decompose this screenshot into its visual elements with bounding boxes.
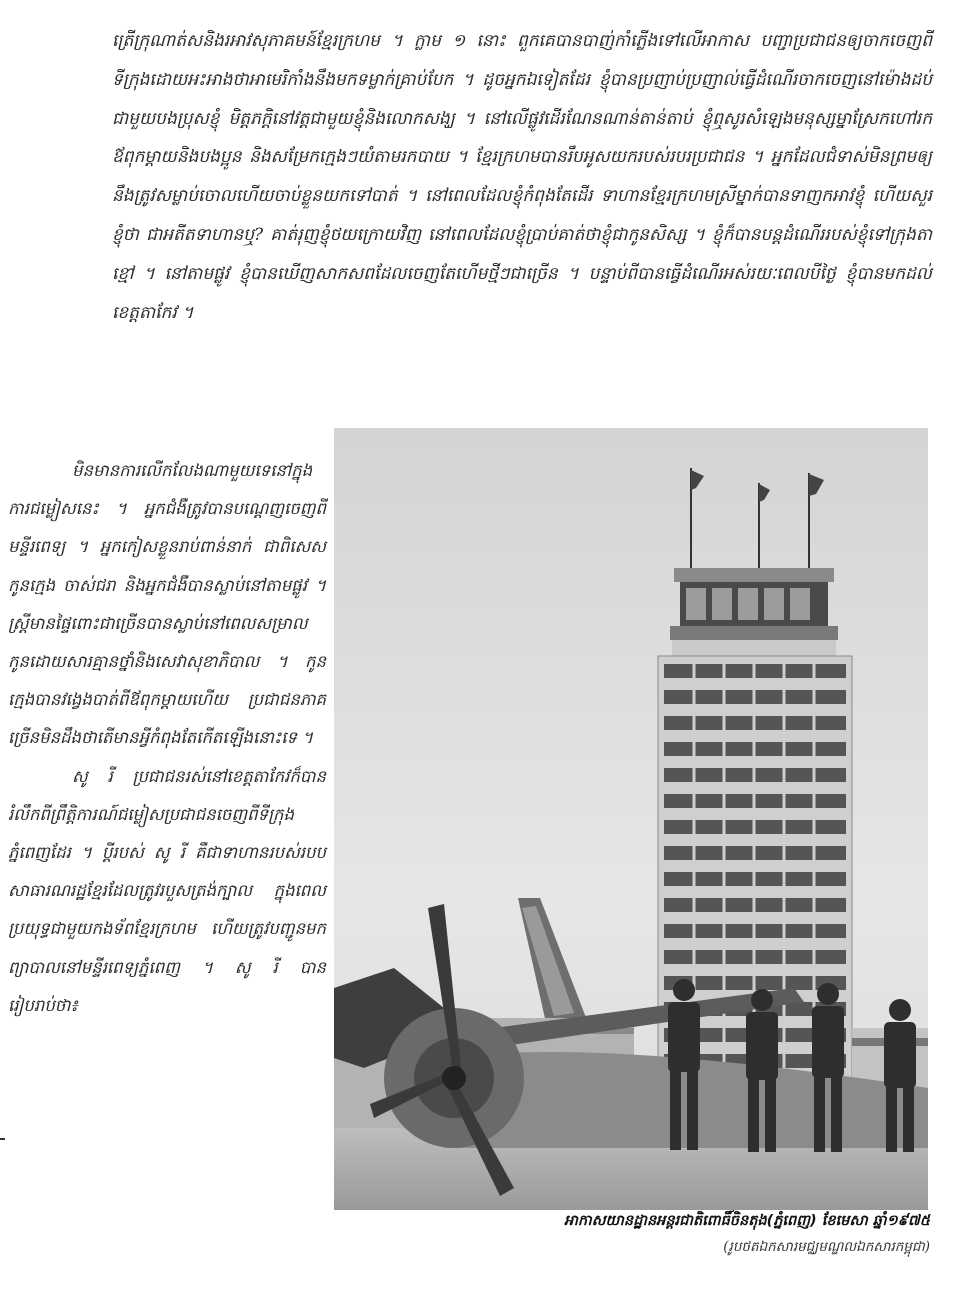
left-paragraph-1: មិនមានការលើកលែងណាមួយទេនៅក្នុងការជម្លៀសនេះ ។ អ្នកជំងឺត្រូវបានបណ្តេញចេញពីមន្ទីរពេទ្យ ។ អ្នកកៀសខ្លួនរាប់ពាន់នាក់ ជាពិសេសកូនក្មេង ចាស់ជរា និងអ្នកជំងឺបានស្លាប់នៅតាមផ្លូវ ។ ស្ត្រីមានផ្ទៃពោះជាច្រើនបានស្លាប់នៅពេលសម្រាលកូនដោយសារគ្មានថ្នាំនិងសេវាសុខាភិបាល ។ កូនក្មេងបានវង្វេងបាត់ពីឪពុកម្តាយហើយ ប្រជាជនភាគច្រើនមិនដឹងថាតើមានអ្វីកំពុងតែកើតឡើងនោះទេ ។ bbox=[8, 461, 326, 748]
photo-caption: អាកាសយានដ្ឋានអន្តរជាតិពោធិ៍ចិនតុង(ភ្នំពេញ) ខែមេសា ឆ្នាំ១៩៧៥ bbox=[564, 1213, 930, 1229]
airport-photo bbox=[334, 428, 928, 1210]
top-paragraph: ត្រើក្រុណាត់សនិងរអាវសុភាគមន៍ខ្មែរក្រហម ។ ក្លាម ១ នោះ ពួកគេបានបាញ់កាំភ្លើងទៅលើអាកាស បញ្ជាប្រជាជនឲ្យចាកចេញពីទីក្រុងដោយអះអាងថាអាមេរិកាំងនឹងមកទម្លាក់គ្រាប់បែក ។ ដូចអ្នកឯទៀតដែរ ខ្ញុំបានប្រញាប់ប្រញាល់ធ្វើដំណើរចាកចេញនៅម៉ោងដប់ជាមួយបងប្រុសខ្ញុំ មិត្តភក្តិនៅវត្តជាមួយខ្ញុំនិងលោកសង្ឃ ។ នៅលើផ្លូវដើរណែនណាន់តាន់តាប់ ខ្ញុំឮសូរសំឡេងមនុស្សម្នាស្រែកហៅរកឪពុកម្តាយនិងបងប្អូន និងសម្រែកក្មេងៗយំតាមរកបាយ ។ ខ្មែរក្រហមបានរឹបអូសយករបស់របរប្រជាជន ។ អ្នកដែលជំទាស់មិនព្រមឲ្យ នឹងត្រូវសម្លាប់ចោលហើយចាប់ខ្លួនយកទៅបាត់ ។ នៅពេលដែលខ្ញុំកំពុងតែដើរ ទាហានខ្មែរក្រហមស្រីម្នាក់បានទាញកអាវខ្ញុំ ហើយសួរខ្ញុំថា ជាអតីតទាហានឬ? គាត់រុញខ្ញុំថយក្រោយវិញ នៅពេលដែលខ្ញុំប្រាប់គាត់ថាខ្ញុំជាកូនសិស្ស ។ ខ្ញុំក៏បានបន្តដំណើររបស់ខ្ញុំទៅក្រុងតាខ្មៅ ។ នៅតាមផ្លូវ ខ្ញុំបានឃើញសាកសពដែលចេញតែហើមថ្មីៗជាច្រើន ។ បន្ទាប់ពីបានធ្វើដំណើរអស់រយៈពេលបីថ្ងៃ ខ្ញុំបានមកដល់ខេត្តតាកែវ ។ bbox=[112, 31, 932, 323]
photo-credit: (រូបថតឯកសារមជ្ឈមណ្ឌលឯកសារកម្ពុជា) bbox=[723, 1239, 930, 1255]
left-text-column bbox=[8, 452, 326, 1025]
margin-mark bbox=[0, 1138, 5, 1140]
airport-photo-drawing bbox=[334, 428, 928, 1210]
left-paragraph-2: សូ រី ប្រជាជនរស់នៅខេត្តតាកែវក៏បានរំលឹកពីព្រឹត្តិការណ៍ជម្លៀសប្រជាជនចេញពីទីក្រុងភ្នំពេញដែរ ។ ប្តីរបស់ សូ រី គឺជាទាហានរបស់របបសាធារណរដ្ឋខ្មែរដែលត្រូវរបួសត្រង់ក្បាល ក្នុងពេលប្រយុទ្ធជាមួយកងទ័ពខ្មែរក្រហម ហើយត្រូវបញ្ជូនមកព្យាបាលនៅមន្ទីរពេទ្យភ្នំពេញ ។ សូ រី បានរៀបរាប់ថា៖ bbox=[8, 766, 326, 1015]
